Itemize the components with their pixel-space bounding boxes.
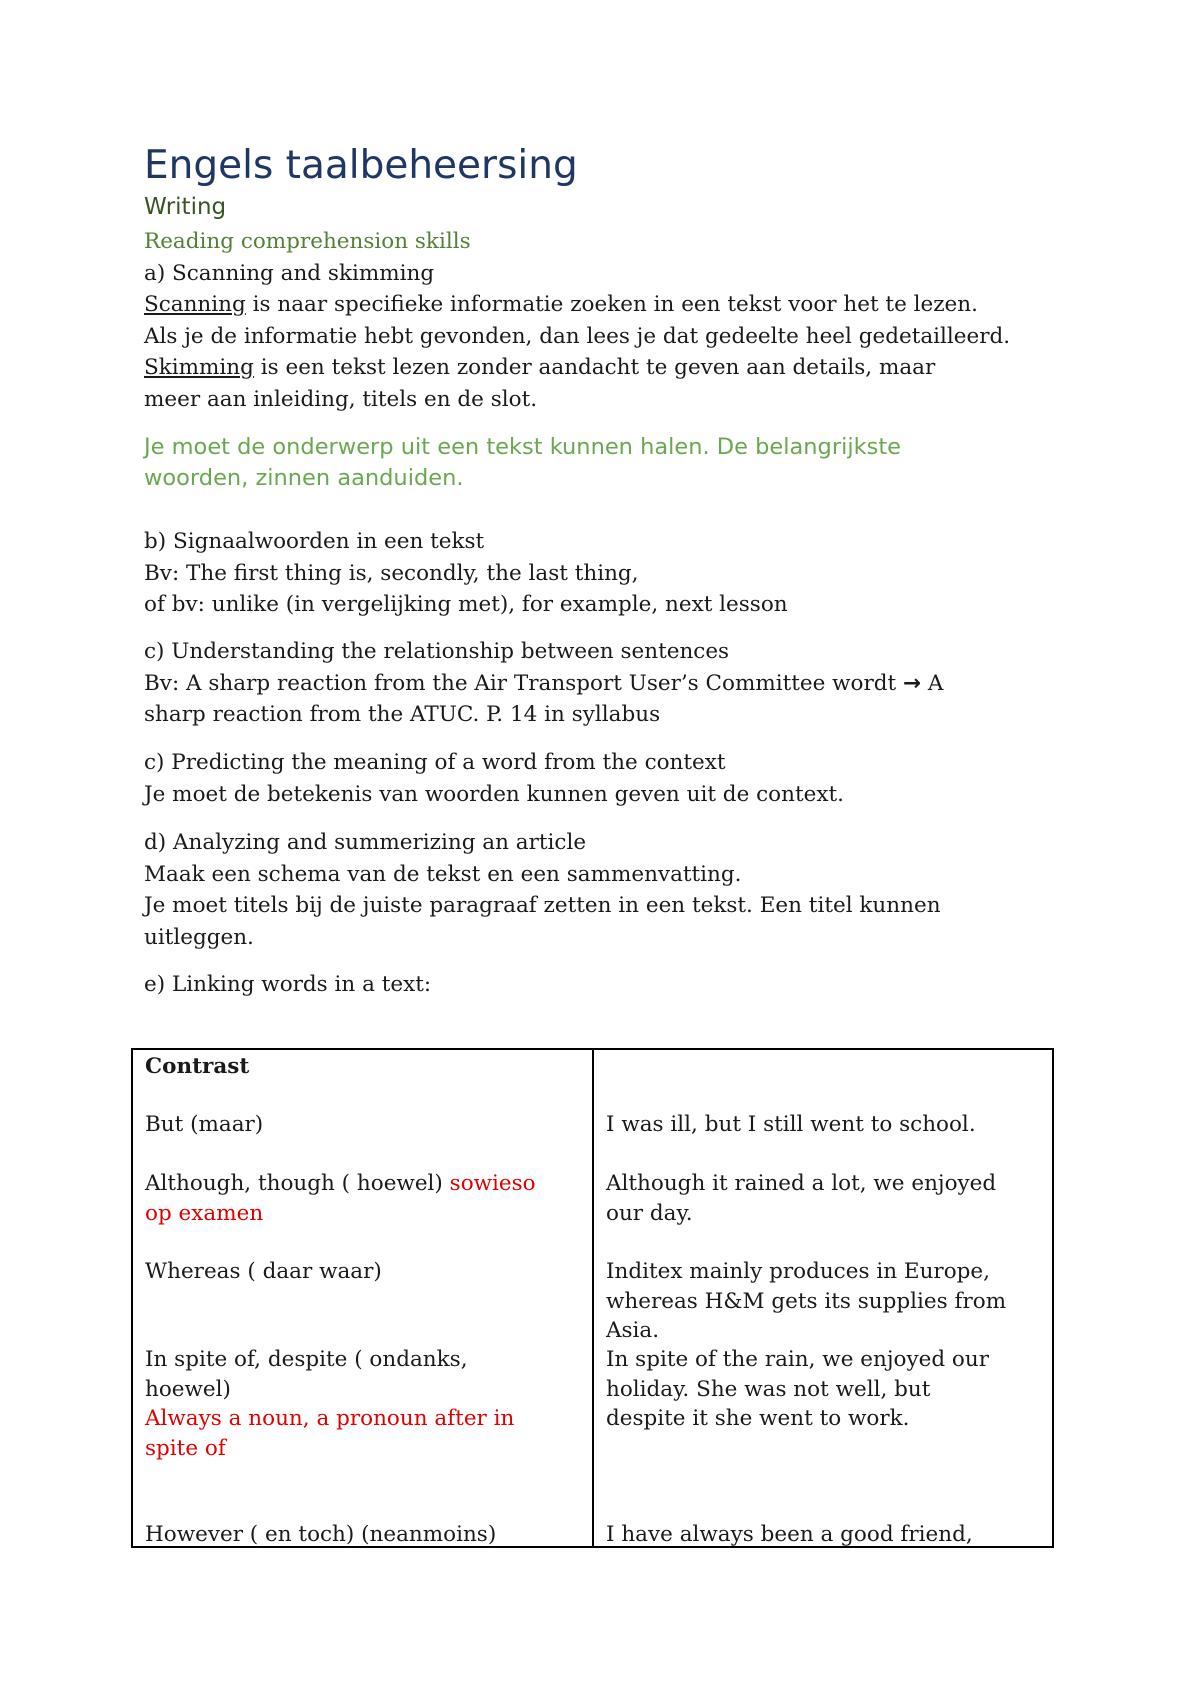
- linking-words-table: [131, 1048, 1054, 1548]
- part-a-line4: meer aan inleiding, titels en de slot.: [144, 386, 538, 412]
- part-a-line2: Als je de informatie hebt gevonden, dan lees je dat gedeelte heel gedetailleerd.: [144, 323, 1011, 349]
- although-example: [606, 1169, 1044, 1228]
- although-note: sowieso: [449, 1171, 536, 1196]
- right-cell-content: [594, 1050, 1052, 1546]
- although-ex-line1: Although it rained a lot, we enjoyed: [606, 1171, 997, 1196]
- whereas-ex-line3: Asia.: [606, 1318, 660, 1343]
- whereas-example: [606, 1257, 1044, 1346]
- part-c1-line1-end: A: [921, 670, 944, 696]
- however-term: However ( en toch) (neanmoins): [145, 1522, 497, 1547]
- but-term: But (maar): [145, 1112, 264, 1137]
- however-example: I have always been a good friend,: [606, 1522, 973, 1547]
- contrast-header: Contrast: [145, 1054, 250, 1079]
- part-b-heading: b) Signaalwoorden in een tekst: [144, 529, 485, 554]
- whereas-ex-line2: whereas H&M gets its supplies from: [606, 1288, 1007, 1314]
- although-note-line2: op examen: [145, 1200, 264, 1226]
- part-e-heading: e) Linking words in a text:: [144, 972, 432, 997]
- inspite-line1: In spite of, despite ( ondanks,: [145, 1347, 468, 1372]
- part-c2-block: [144, 747, 1084, 810]
- skimming-term: Skimming: [144, 355, 254, 380]
- whereas-ex-line1: Inditex mainly produces in Europe,: [606, 1259, 990, 1284]
- part-d-line2: Je moet titels bij de juiste paragraaf zetten in een tekst. Een titel kunnen: [144, 893, 941, 918]
- whereas-term: Whereas ( daar waar): [145, 1259, 382, 1284]
- inspite-term: [145, 1345, 584, 1463]
- inspite-note1: Always a noun, a pronoun after in: [145, 1406, 515, 1431]
- part-c2-line1: Je moet de betekenis van woorden kunnen geven uit de context.: [144, 781, 844, 807]
- part-d-heading: d) Analyzing and summerizing an article: [144, 830, 587, 855]
- scanning-text: is naar specifieke informatie zoeken in een tekst voor het te lezen.: [245, 292, 978, 317]
- part-b-line2: of bv: unlike (in vergelijking met), for example, next lesson: [144, 592, 788, 617]
- part-b-line1: Bv: The first thing is, secondly, the last thing,: [144, 560, 639, 586]
- inspite-ex-line2: holiday. She was not well, but: [606, 1376, 931, 1402]
- part-c1-line1: [144, 668, 1084, 700]
- skimming-text: is een tekst lezen zonder aandacht te geven aan details, maar: [253, 355, 936, 380]
- inspite-ex-line1: In spite of the rain, we enjoyed our: [606, 1347, 989, 1372]
- scanning-term: Scanning: [144, 292, 246, 317]
- note-line1: Je moet de onderwerp uit een tekst kunnen halen. De belangrijkste: [144, 434, 901, 460]
- document-subtitle: Writing: [144, 194, 227, 220]
- although-term-text: Although, though ( hoewel): [145, 1171, 450, 1196]
- part-a-line1: [144, 289, 1084, 321]
- table-cell-left: [132, 1049, 593, 1547]
- inspite-line2: hoewel): [145, 1376, 231, 1402]
- part-c1-line2: sharp reaction from the ATUC. P. 14 in syllabus: [144, 702, 661, 727]
- document-title: Engels taalbeheersing: [144, 143, 578, 188]
- part-a-heading: a) Scanning and skimming: [144, 260, 435, 286]
- part-c1-heading: c) Understanding the relationship between sentences: [144, 639, 730, 664]
- part-d-line1: Maak een schema van de tekst en een sammenvatting.: [144, 861, 742, 887]
- part-c1-block: [144, 636, 1084, 731]
- part-c2-heading: c) Predicting the meaning of a word from the context: [144, 750, 726, 775]
- section-heading: Reading comprehension skills: [144, 229, 471, 254]
- part-b-block: [144, 526, 1084, 621]
- inspite-note2: spite of: [145, 1435, 226, 1461]
- part-d-block: [144, 827, 1084, 953]
- part-a-line3: [144, 352, 1084, 384]
- inspite-example: [606, 1345, 1044, 1434]
- table-row: [132, 1049, 1053, 1547]
- part-c1-line1-text: Bv: A sharp reaction from the Air Transport User’s Committee wordt: [144, 670, 904, 696]
- inspite-ex-line3: despite it she went to work.: [606, 1406, 910, 1431]
- although-term: [145, 1169, 584, 1228]
- table-cell-right: [593, 1049, 1053, 1547]
- arrow-icon: →: [903, 670, 922, 696]
- note-block: [144, 432, 1084, 494]
- but-example: I was ill, but I still went to school.: [606, 1112, 976, 1137]
- part-e-block: [144, 969, 1084, 1001]
- note-line2: woorden, zinnen aanduiden.: [144, 465, 464, 491]
- left-cell-content: [133, 1050, 592, 1546]
- reading-skills-section: [144, 226, 1084, 415]
- part-d-line3: uitleggen.: [144, 924, 254, 950]
- although-ex-line2: our day.: [606, 1200, 693, 1226]
